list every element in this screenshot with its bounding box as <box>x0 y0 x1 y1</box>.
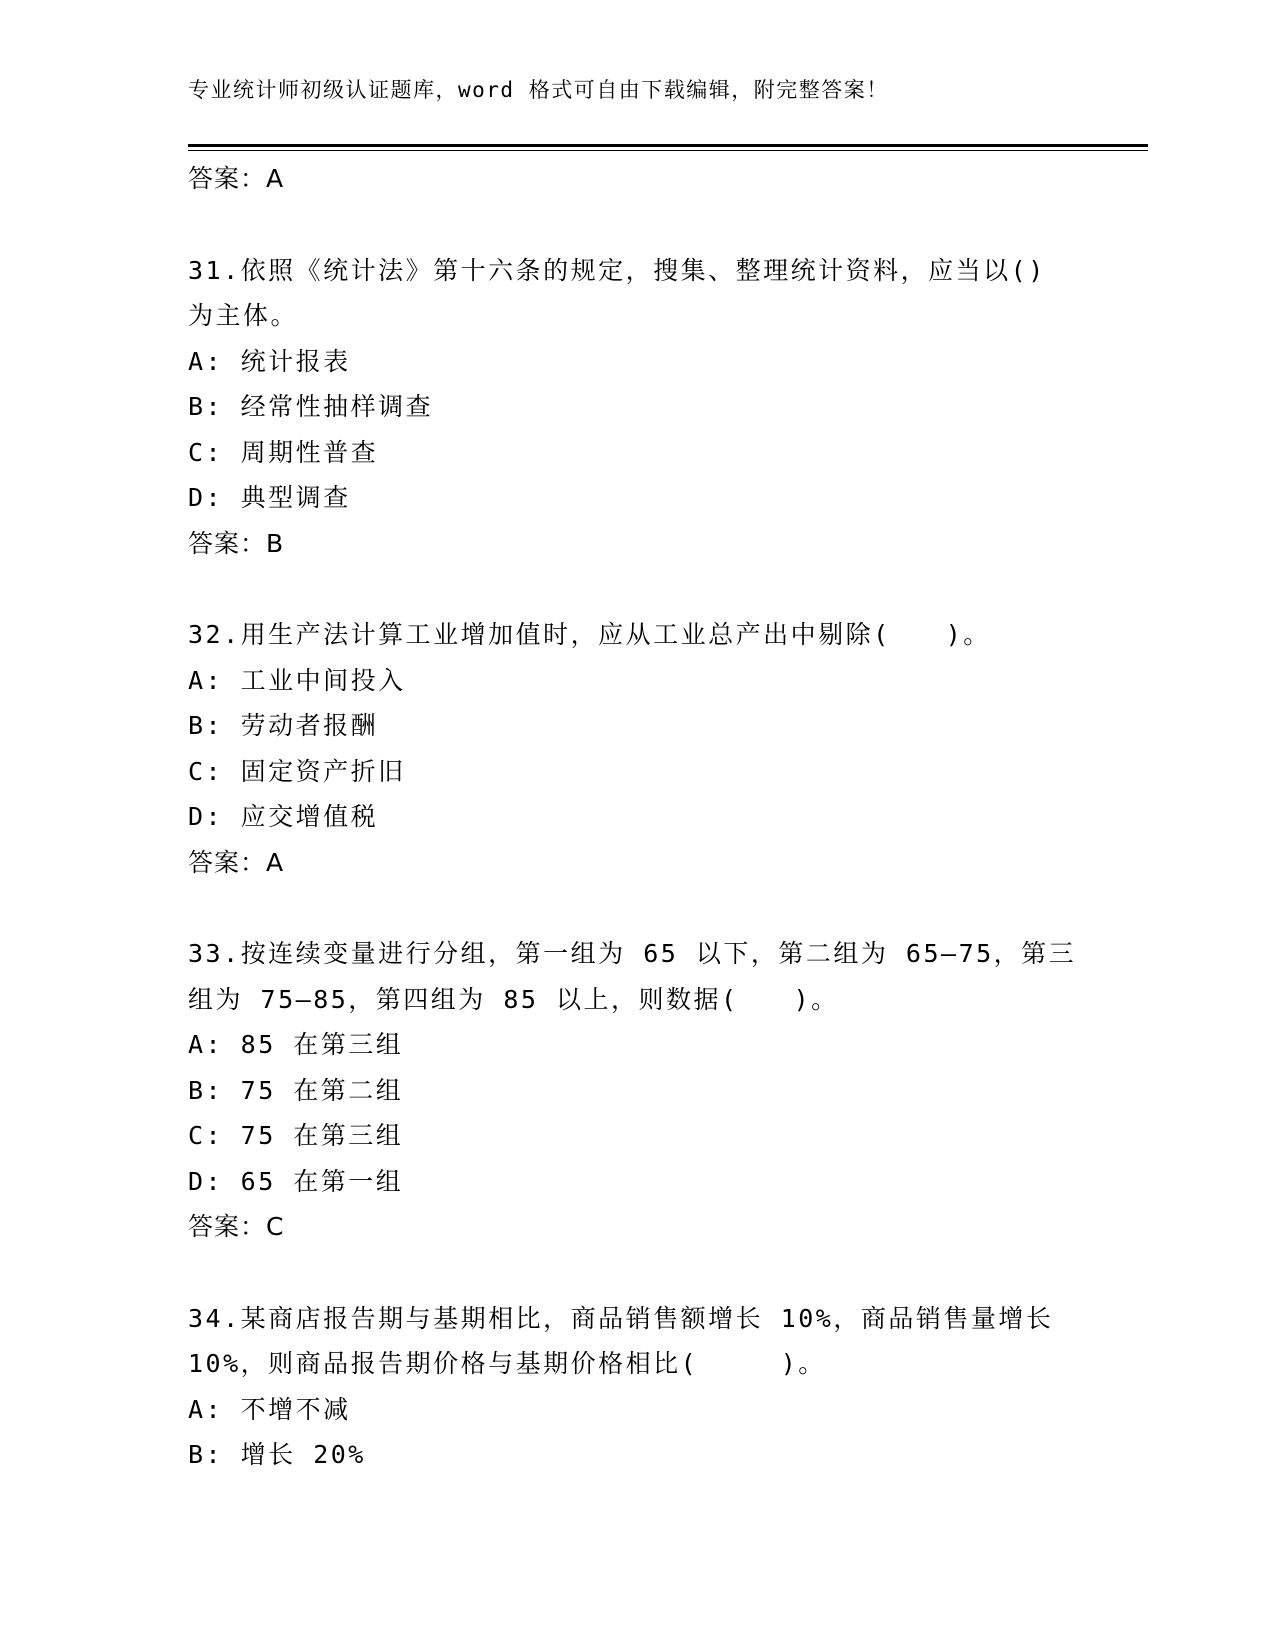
question-stem: 34.某商店报告期与基期相比，商品销售额增长 10%，商品销售量增长 <box>188 1303 1054 1333</box>
option-b: B: 增长 20% <box>188 1440 366 1469</box>
question-stem: 10%，则商品报告期价格与基期价格相比( )。 <box>188 1349 826 1378</box>
question-stem: 组为 75—85，第四组为 85 以上，则数据( )。 <box>188 984 839 1014</box>
option-a: A: 不增不减 <box>188 1394 351 1424</box>
question-stem: 33.按连续变量进行分组，第一组为 65 以下，第二组为 65—75，第三 <box>188 939 1077 968</box>
question-34 <box>188 1296 1078 1478</box>
option-d: D: 应交增值税 <box>188 802 379 831</box>
header-rule-thin <box>188 150 1148 151</box>
answer: 答案：A <box>188 847 285 877</box>
option-a: A: 工业中间投入 <box>188 665 406 695</box>
answer: 答案：B <box>188 528 285 558</box>
question-33 <box>188 931 1078 1250</box>
option-c: C: 75 在第三组 <box>188 1121 404 1150</box>
option-a: A: 85 在第三组 <box>188 1030 404 1059</box>
option-b: B: 75 在第二组 <box>188 1075 404 1105</box>
option-b: B: 经常性抽样调查 <box>188 392 434 421</box>
question-stem: 32.用生产法计算工业增加值时，应从工业总产出中剔除( )。 <box>188 620 991 649</box>
option-c: C: 固定资产折旧 <box>188 756 406 786</box>
option-d: D: 65 在第一组 <box>188 1166 404 1196</box>
option-c: C: 周期性普查 <box>188 437 379 467</box>
option-d: D: 典型调查 <box>188 483 351 512</box>
question-stem: 31.依照《统计法》第十六条的规定，搜集、整理统计资料，应当以() <box>188 255 1046 285</box>
page-header: 专业统计师初级认证题库，word 格式可自由下载编辑，附完整答案！ <box>188 78 889 102</box>
answer: 答案：C <box>188 1212 285 1241</box>
question-list <box>188 156 1078 1478</box>
header-rule-thick <box>188 144 1148 147</box>
question-32 <box>188 612 1078 885</box>
question-stem: 为主体。 <box>188 301 299 330</box>
option-a: A: 统计报表 <box>188 346 351 376</box>
previous-answer: 答案：A <box>188 164 285 193</box>
option-b: B: 劳动者报酬 <box>188 711 379 740</box>
question-31 <box>188 248 1078 567</box>
